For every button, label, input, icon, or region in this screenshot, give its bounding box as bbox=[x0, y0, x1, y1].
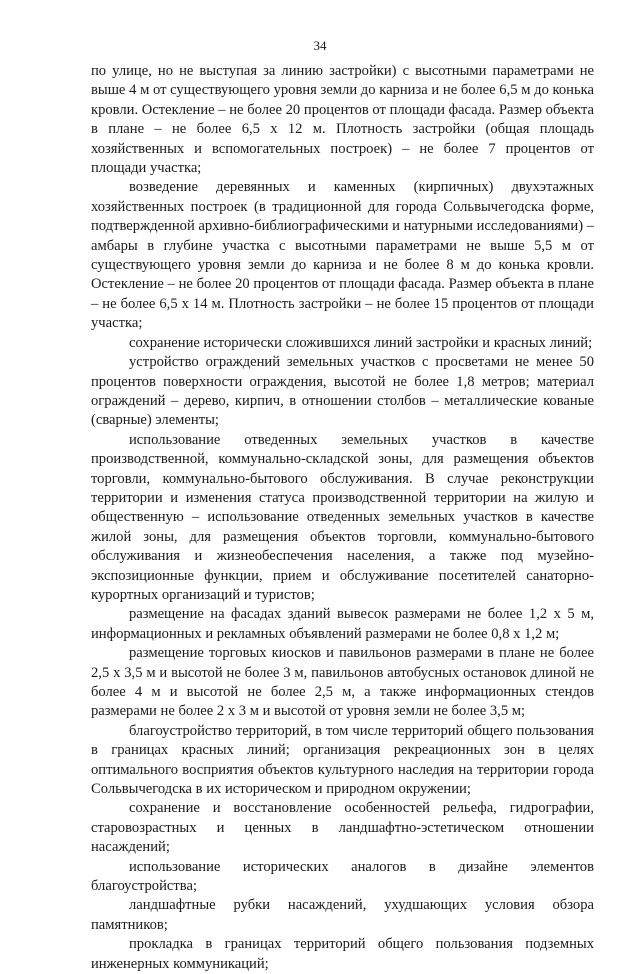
paragraph: прокладка в границах территорий общего пользования подземных инженерных коммуникаций; bbox=[91, 936, 594, 972]
page-number: 34 bbox=[313, 38, 327, 53]
paragraph: устройство ограждений земельных участков с просветами не менее 50 процентов поверхности ограждения, высотой не более 1,8 метров; материал ограждений – дерево, кирпич, в отношении столбов – металлические кованые (сварные) элементы; bbox=[91, 354, 594, 429]
paragraph: ландшафтные рубки насаждений, ухудшающих условия обзора памятников; bbox=[91, 897, 594, 933]
paragraph: использование отведенных земельных участков в качестве производственной, коммунально-складской зоны, для размещения объектов торговли, коммунально-бытового обслуживания. В случае реконструкции территории и изменения статуса производственной территории на жилую и общественную – использование отведенных земельных участков в качестве жилой зоны, для размещения объектов торговли, коммунально-бытового обслуживания и жизнеобеспечения населения, а также под музейно-экспозиционные функции, прием и обслуживание посетителей санаторно-курортных организаций и туристов; bbox=[91, 431, 594, 603]
paragraph: по улице, но не выступая за линию застройки) с высотными параметрами не выше 4 м от существующего уровня земли до карниза и не более 6,5 м до конька кровли. Остекление – не более 20 процентов от площади фасада. Размер объекта в плане – не более 6,5 х 12 м. Плотность застройки (общая площадь хозяйственных и вспомогательных построек) – не более 7 процентов от площади участка; bbox=[91, 63, 594, 177]
paragraph: размещение торговых киосков и павильонов размерами в плане не более 2,5 х 3,5 м и высотой не более 3 м, павильонов автобусных остановок длиной не более 4 м и высотой не более 2,5 м, а также информационных стендов размерами не более 2 х 3 м и высотой от уровня земли не более 3,5 м; bbox=[91, 645, 594, 720]
paragraph: возведение деревянных и каменных (кирпичных) двухэтажных хозяйственных построек (в традиционной для города Сольвычегодска форме, подтвержденной архивно-библиографическими и натурными исследованиями) – амбары в глубине участка с высотными параметрами не выше 5,5 м от существующего уровня земли до карниза и не более 8 м до конька кровли. Остекление – не более 20 процентов от площади фасада. Размер объекта в плане – не более 6,5 х 14 м. Плотность застройки – не более 15 процентов от площади участка; bbox=[91, 179, 594, 332]
document-body bbox=[91, 62, 594, 974]
paragraph: сохранение и восстановление особенностей рельефа, гидрографии, старовозрастных и ценных в ландшафтно-эстетическом отношении насаждений; bbox=[91, 800, 594, 856]
paragraph: благоустройство территорий, в том числе территорий общего пользования в границах красных линий; организация рекреационных зон в целях оптимального восприятия объектов культурного наследия на территории города Сольвычегодска в их историческом и природном окружении; bbox=[91, 722, 594, 798]
paragraph: размещение на фасадах зданий вывесок размерами не более 1,2 х 5 м, информационных и рекламных объявлений размерами не более 0,8 х 1,2 м; bbox=[91, 606, 594, 642]
paragraph: сохранение исторически сложившихся линий застройки и красных линий; bbox=[129, 334, 593, 351]
paragraph: использование исторических аналогов в дизайне элементов благоустройства; bbox=[91, 858, 594, 895]
